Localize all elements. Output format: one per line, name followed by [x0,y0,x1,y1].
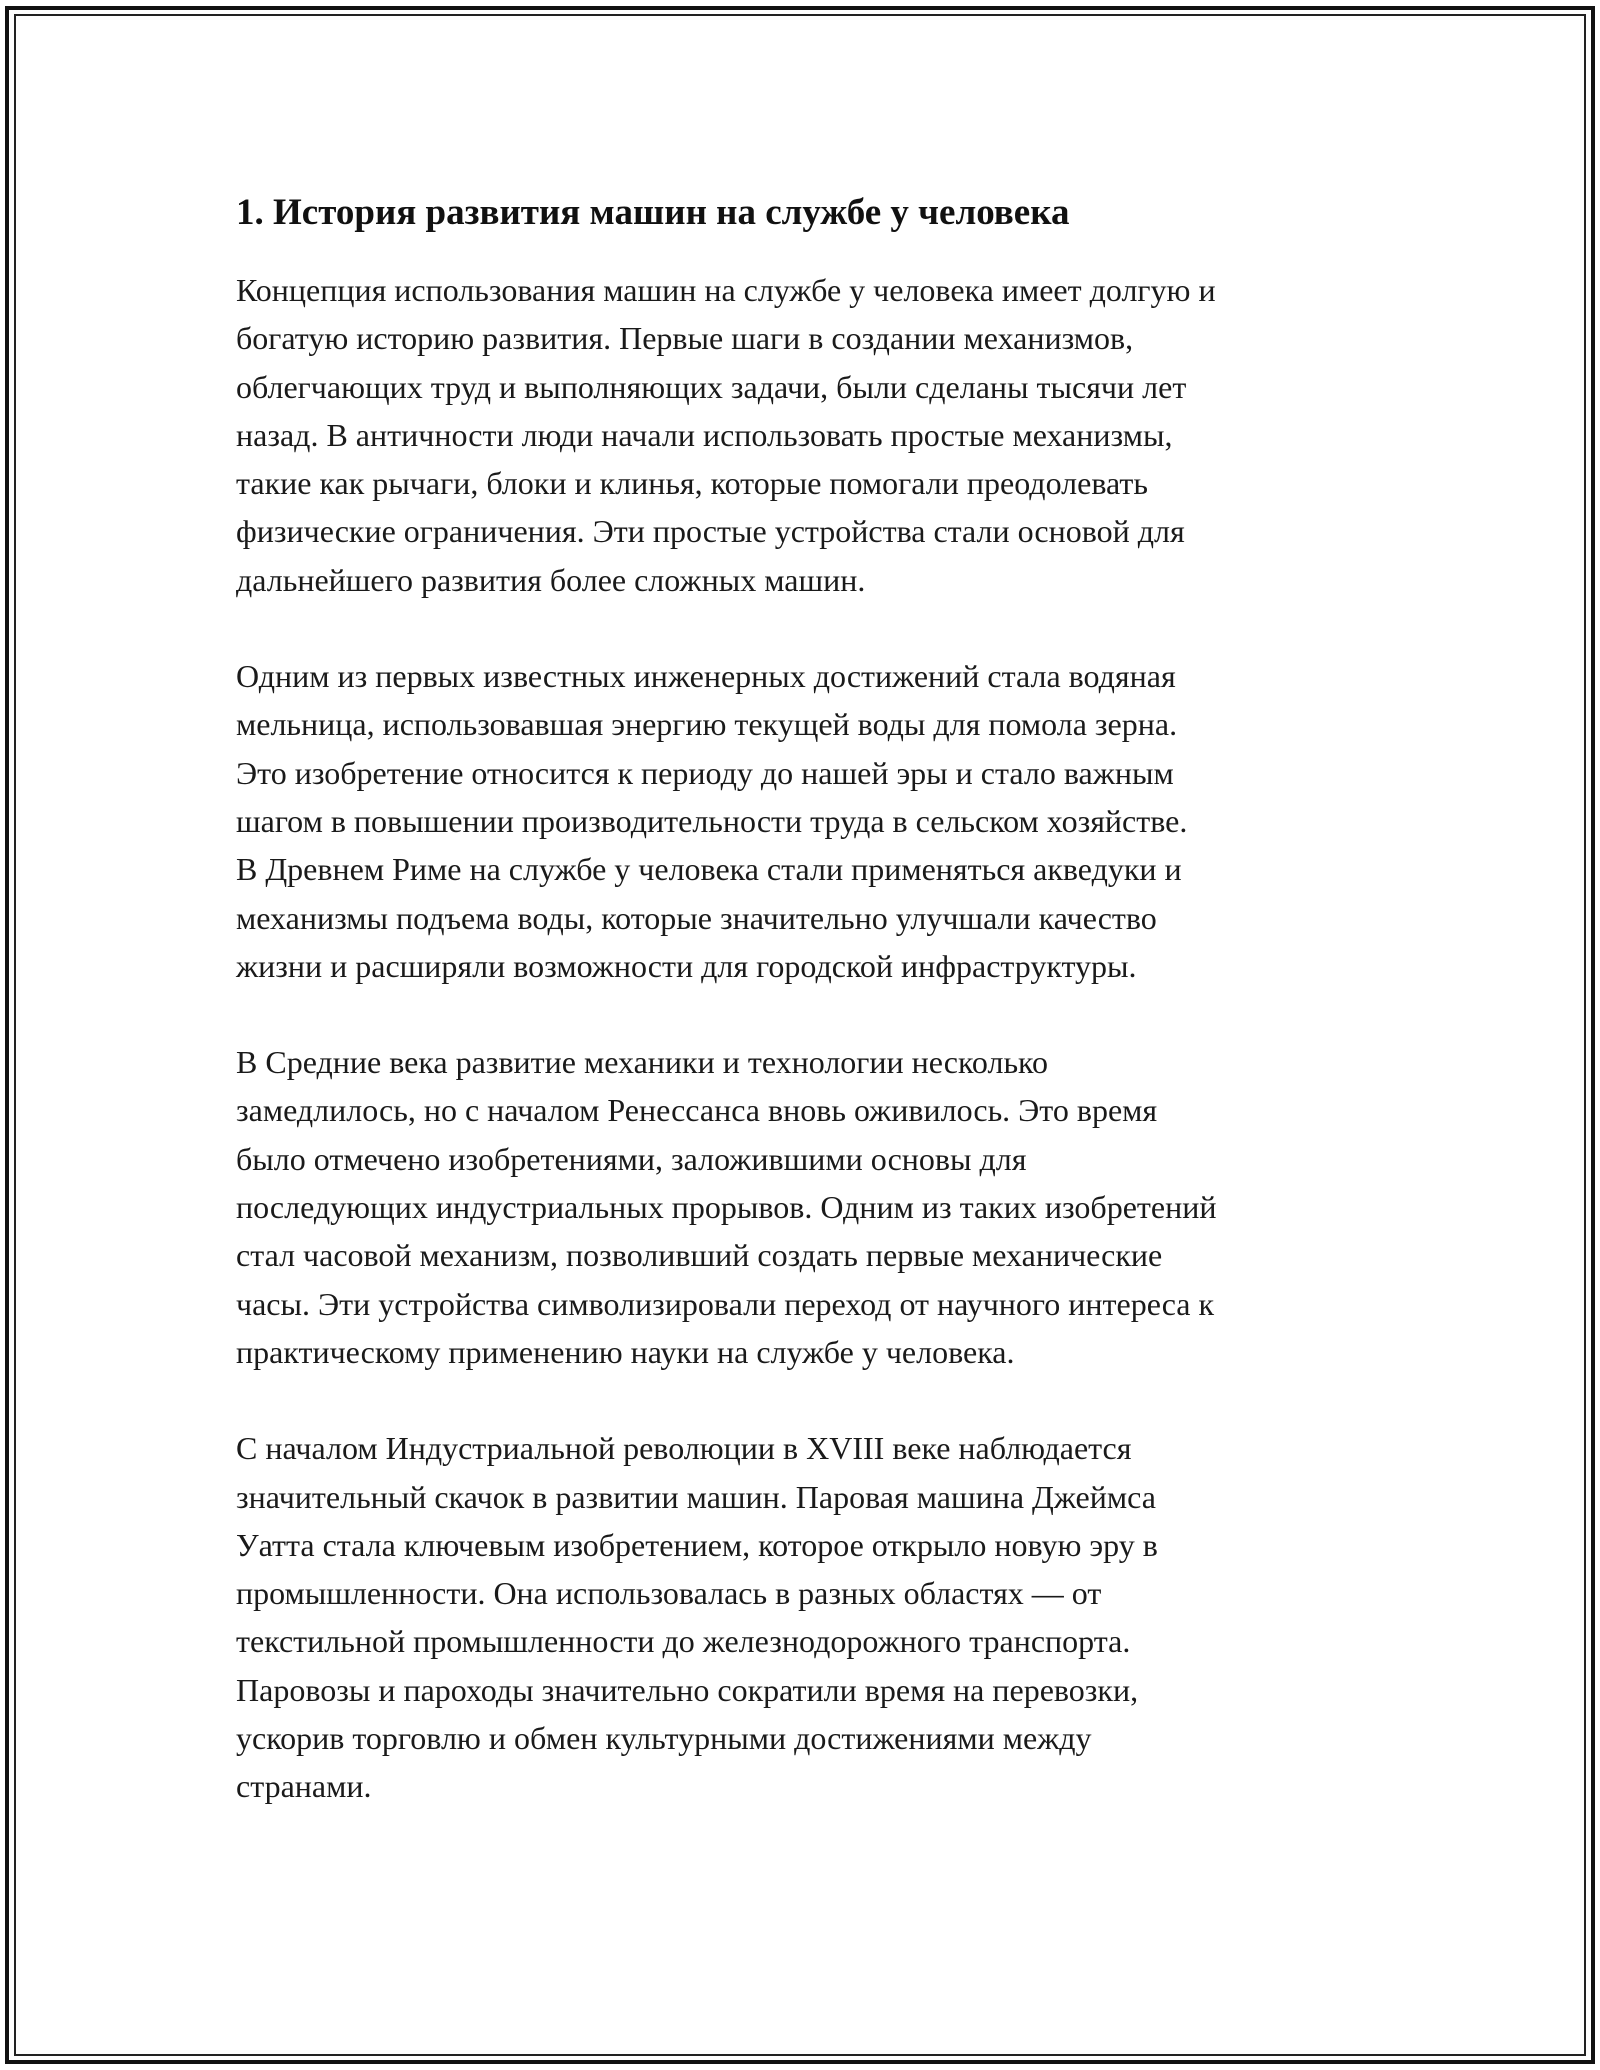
paragraph-line: Концепция использования машин на службе у человека имеет долгую и [236,272,1216,308]
paragraph-line: было отмечено изобретениями, заложившими основы для [236,1140,1027,1177]
paragraph-line: механизмы подъема воды, которые значительно улучшали качество [236,899,1157,936]
paragraph-line: странами. [236,1768,372,1805]
paragraph-line: текстильной промышленности до железнодорожного транспорта. [236,1623,1131,1660]
paragraph-line: практическому применению науки на службе у человека. [236,1333,1015,1370]
paragraph-line: Уатта стала ключевым изобретением, которое открыло новую эру в [236,1526,1158,1563]
paragraph-4 [236,1424,1376,1810]
paragraph-line: назад. В античности люди начали использовать простые механизмы, [236,416,1173,453]
section-title: 1. История развития машин на службе у человека [236,192,1070,233]
paragraph-line: В Средние века развитие механики и технологии несколько [236,1044,1048,1081]
paragraph-line: часы. Эти устройства символизировали переход от научного интереса к [236,1285,1215,1322]
paragraph-line: В Древнем Риме на службе у человека стали применяться акведуки и [236,851,1182,888]
paragraph-3 [236,1038,1376,1376]
paragraph-line: жизни и расширяли возможности для городской инфраструктуры. [236,947,1137,984]
paragraph-line: промышленности. Она использовалась в разных областях — от [236,1575,1102,1612]
document-content [236,185,1376,1811]
paragraph-line: физические ограничения. Эти простые устройства стали основой для [236,513,1185,550]
paragraph-line: Паровозы и пароходы значительно сократили время на перевозки, [236,1671,1139,1708]
paragraph-line: мельница, использовавшая энергию текущей воды для помола зерна. [236,706,1178,743]
paragraph-line: замедлилось, но с началом Ренессанса вновь оживилось. Это время [236,1092,1158,1129]
paragraph-line: ускорив торговлю и обмен культурными достижениями между [236,1720,1092,1757]
paragraph-line: С началом Индустриальной революции в XVIII веке наблюдается [236,1430,1132,1467]
paragraph-line: облегчающих труд и выполняющих задачи, были сделаны тысячи лет [236,368,1187,405]
paragraph-line: шагом в повышении производительности труда в сельском хозяйстве. [236,802,1188,839]
paragraph-line: такие как рычаги, блоки и клинья, которые помогали преодолевать [236,465,1148,502]
paragraph-line: дальнейшего развития более сложных машин. [236,561,866,598]
paragraph-2 [236,652,1376,990]
paragraph-line: Это изобретение относится к периоду до нашей эры и стало важным [236,754,1174,791]
paragraph-1 [236,266,1376,604]
paragraph-line: богатую историю развития. Первые шаги в создании механизмов, [236,320,1134,357]
paragraph-line: стал часовой механизм, позволивший создать первые механические [236,1237,1163,1274]
paragraph-line: последующих индустриальных прорывов. Одним из таких изобретений [236,1189,1217,1226]
paragraph-line: Одним из первых известных инженерных достижений стала водяная [236,658,1176,695]
paragraph-line: значительный скачок в развитии машин. Паровая машина Джеймса [236,1478,1156,1515]
